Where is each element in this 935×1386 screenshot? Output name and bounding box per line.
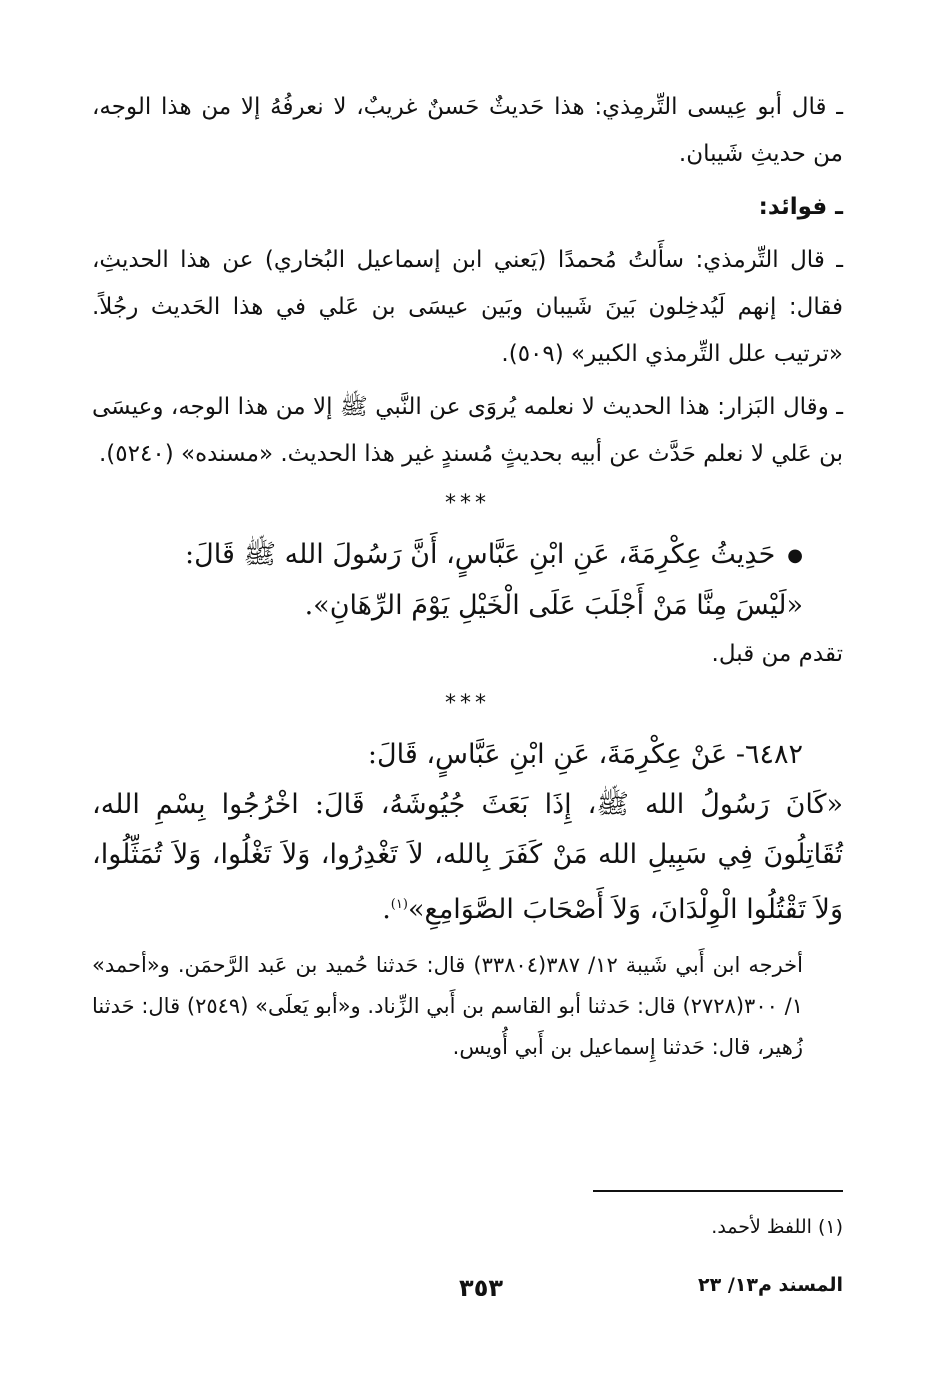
hadith-matn-end: . [382,893,391,925]
hadith-text: «لَيْسَ مِنَّا مَنْ أَجْلَبَ عَلَى الْخَيْلِ يَوْمَ الرِّهَانِ». [304,589,803,621]
takhrij-paragraph: أخرجه ابن أَبي شَيبة ١٢/ ٣٨٧(٣٣٨٠٤) قال: حَدثنا حُميد بن عَبد الرَّحمَن. و«أحمد» ١/ ٣٠٠(٢٧٢٨) قال: حَدثنا أبو القاسم بن أَبي الزِّناد. و«أبو يَعلَى» (٢٥٤٩) قال: حَدثنا زُهير، قال: حَدثنا إِسماعيل بن أَبي أُويس. [92,952,803,1059]
hadith-matn-text: «كَانَ رَسُولُ الله ﷺ، إِذَا بَعَثَ جُيُوشَهُ، قَالَ: اخْرُجُوا بِسْمِ الله، تُقَاتِلُونَ فِي سَبِيلِ الله مَنْ كَفَرَ بِالله، لاَ تَغْدِرُوا، وَلاَ تَغْلُوا، وَلاَ تُمَثِّلُوا، وَلاَ تَقْتُلُوا الْوِلْدَانَ، وَلاَ أَصْحَابَ الصَّوَامِعِ» [92,788,843,925]
bazzar-paragraph: ـ وقال البَزار: هذا الحديث لا نعلمه يُروَى عن النَّبي ﷺ إلا من هذا الوجه، وعيسَى بن عَلي لا نعلم حَدَّث عن أبيه بحديثٍ مُسندٍ غير هذا الحديث. «مسنده» (٥٢٤٠). [92,394,843,467]
volume-signature: المسند م١٣/ ٢٣ [698,1274,843,1296]
tirmidhi-grading-paragraph: ـ قال أبو عِيسى التِّرمِذي: هذا حَديثٌ حَسنٌ غريبٌ، لا نعرفُهُ إلا من هذا الوجه، من حديثِ شَيبان. [92,94,843,167]
page-footer [92,1274,843,1310]
section-separator: *** [445,491,490,516]
tirmidhi-bukhari-paragraph: ـ قال التِّرمذي: سأَلتُ مُحمدًا (يَعني ابن إسماعيل البُخاري) عن هذا الحديثِ، فقال: إنهم لَيُدخِلون بَينَ شَيبان وبَين عيسَى بن عَلي في هذا الحَديث رجُلاً. «ترتيب علل التِّرمذي الكبير» (٥٠٩). [92,247,843,367]
hadith-heading-text: حَدِيثُ عِكْرِمَةَ، عَنِ ابْنِ عَبَّاسٍ، أَنَّ رَسُولَ الله ﷺ قَالَ: [185,539,776,570]
hadith-heading [92,530,843,581]
hadith-number-intro: ٦٤٨٢- عَنْ عِكْرِمَةَ، عَنِ ابْنِ عَبَّاسٍ، قَالَ: [367,738,803,770]
page-number: ٣٥٣ [459,1274,503,1302]
bullet-icon: ● [787,544,803,566]
section-separator-2: *** [445,690,490,716]
footnote-divider [593,1190,843,1192]
footnote: (١) اللفظ لأحمد. [711,1216,843,1238]
page-body [92,84,843,1068]
fawaid-heading: ـ فوائد: [758,194,843,220]
footnote-reference: (١) [390,896,408,912]
previously-mentioned-note: تقدم من قبل. [711,640,843,667]
hadith-matn [92,780,843,935]
